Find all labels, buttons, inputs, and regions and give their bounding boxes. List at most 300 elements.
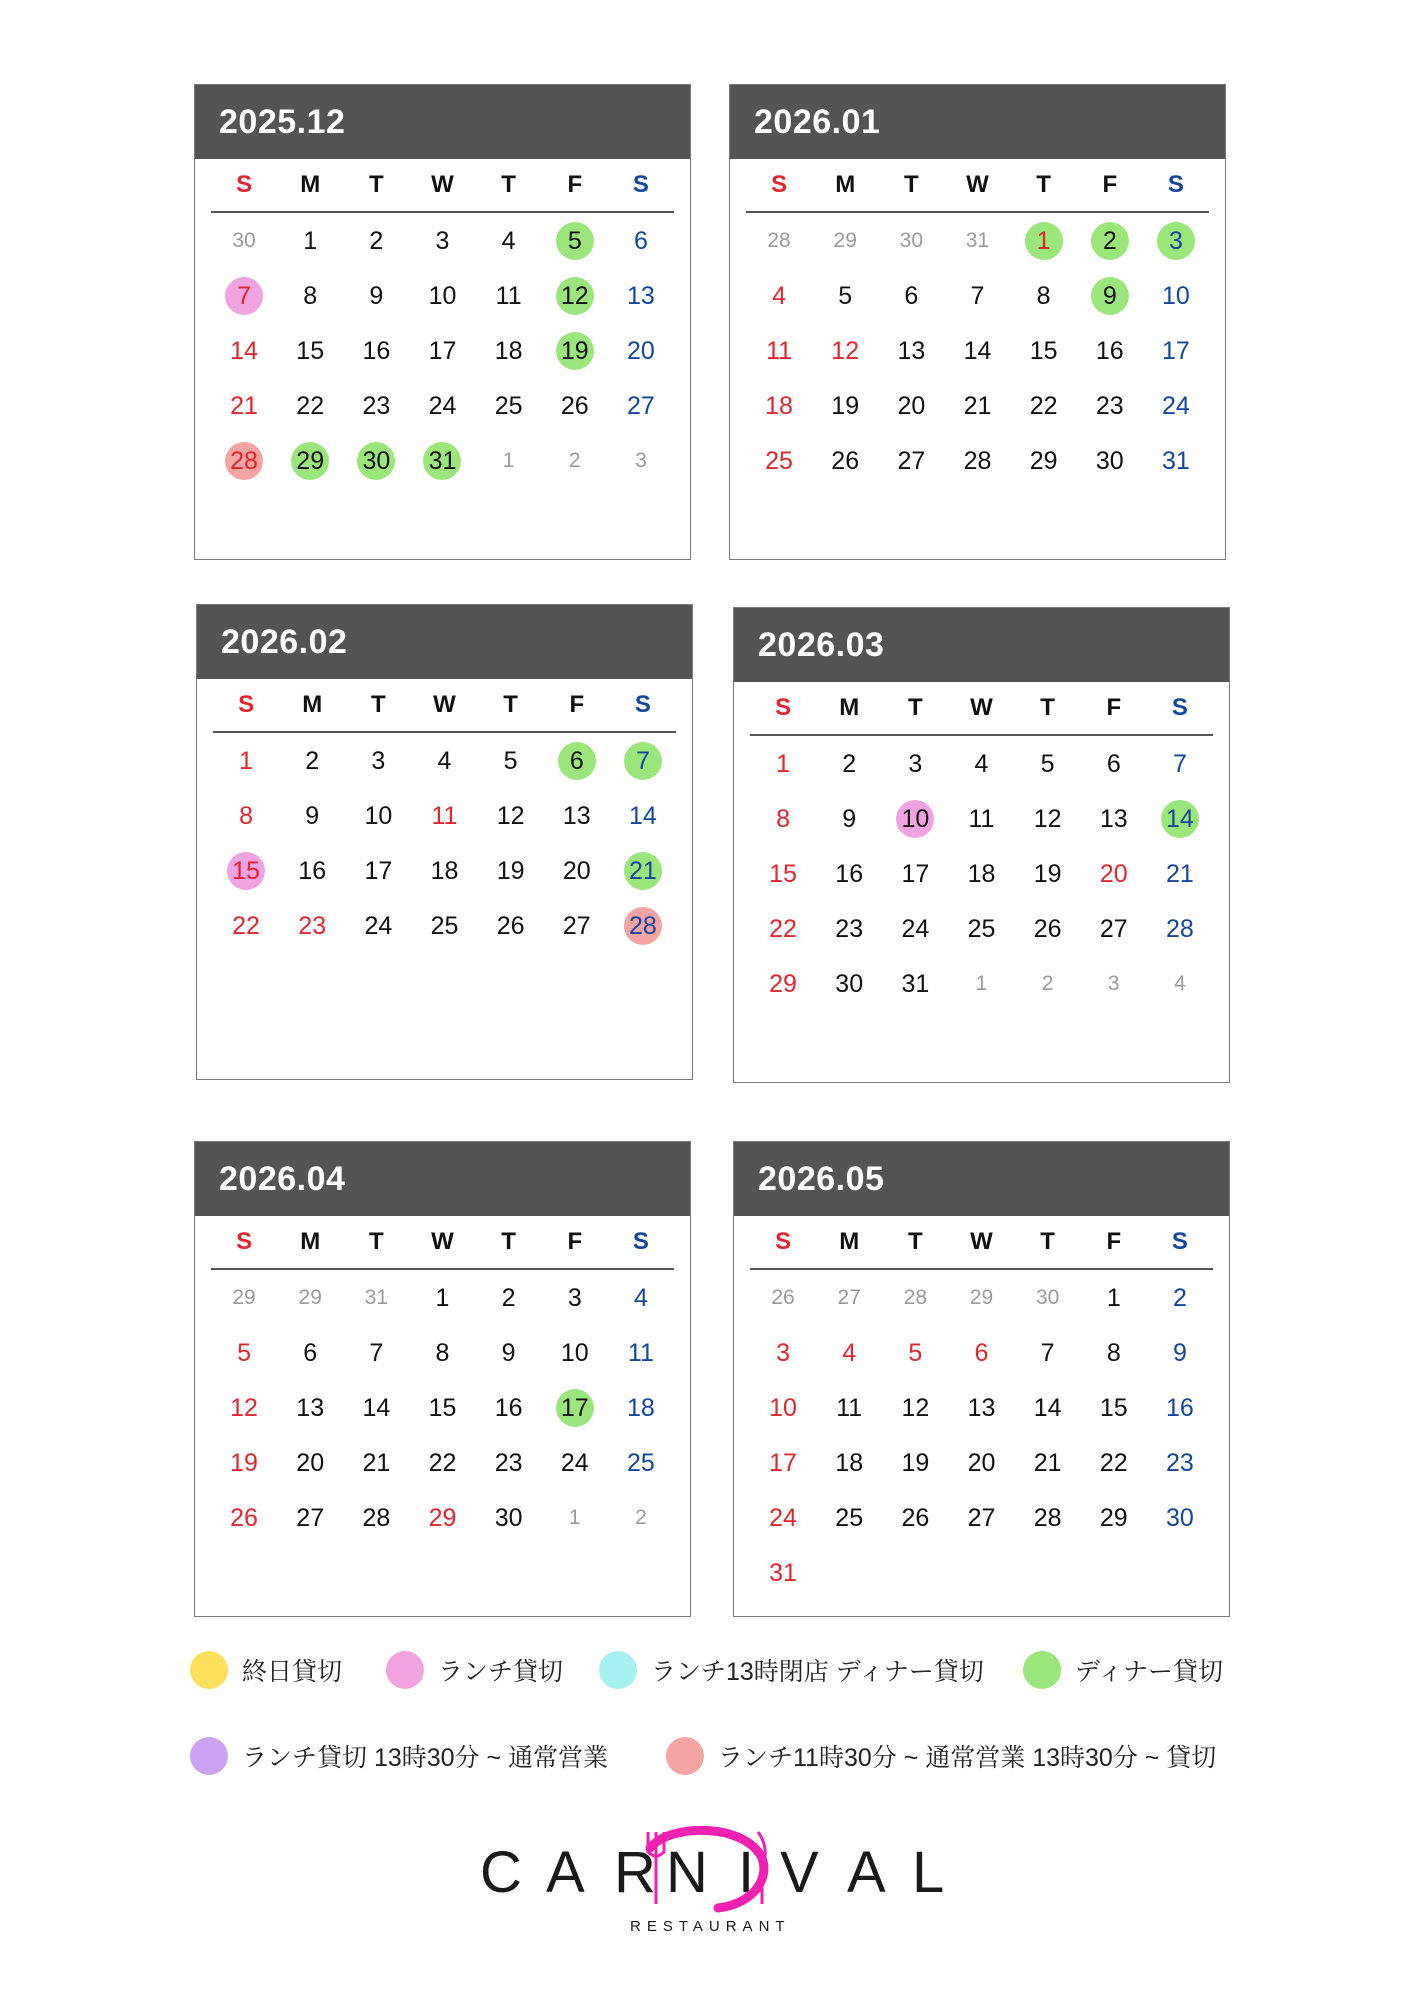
day-cell [1143,268,1209,323]
week-row [211,1270,674,1325]
day-cell [211,323,277,378]
day-number: 18 [494,336,523,365]
day-cell [816,736,882,791]
weekday-label: T [369,171,384,198]
day-number: 4 [633,1283,648,1312]
day-number: 1 [239,746,254,775]
day-cell [345,788,411,843]
marked-day-number: 28 [225,442,263,480]
day-number: 8 [435,1338,450,1367]
weekday-label: S [238,691,255,718]
day-cell [542,213,608,268]
day-cell [1081,1270,1147,1325]
week-row [211,323,674,378]
day-cell [812,323,878,378]
day-cell [211,1325,277,1380]
weekday-label: M [839,1228,860,1255]
day-cell [1011,378,1077,433]
marked-day-number: 1 [1025,222,1063,260]
marked-day-number: 15 [227,852,265,890]
day-cell [1015,1270,1081,1325]
day-number: 26 [1033,914,1062,943]
day-number: 30 [1035,1285,1060,1309]
day-number: 2 [842,749,857,778]
day-number: 12 [901,1393,930,1422]
day-cell [1147,846,1213,901]
marked-day-number: 30 [357,442,395,480]
day-cell [882,1380,948,1435]
day-cell [608,1490,674,1545]
weekday-label: W [970,694,993,721]
legend-item-lunch [386,1651,563,1689]
weekday-label: T [369,1228,384,1255]
calendar-2026-03 [733,607,1230,1083]
day-number: 4 [437,746,452,775]
day-cell [542,378,608,433]
marked-day-number: 28 [624,907,662,945]
legend-label: ランチ13時閉店 ディナー貸切 [651,1658,984,1686]
weekday-label: S [775,694,792,721]
day-cell [944,213,1010,268]
day-number: 26 [560,391,589,420]
day-cell [476,323,542,378]
legend-label: ランチ貸切 [438,1658,564,1686]
calendar-2026-01 [729,84,1226,560]
day-cell [882,1325,948,1380]
day-number: 1 [975,971,988,995]
day-cell [948,1490,1014,1545]
day-number: 23 [1166,1448,1194,1477]
marked-day-number: 21 [624,852,662,890]
day-number: 28 [1033,1503,1062,1532]
day-number: 20 [627,336,655,365]
day-cell [746,323,812,378]
day-number: 2 [635,1505,647,1529]
week-row [750,1435,1213,1490]
day-cell [1081,956,1147,1011]
day-cell [478,843,544,898]
day-number: 30 [835,969,864,998]
legend-label: ランチ貸切 13時30分 ~ 通常営業 [242,1744,609,1772]
weekday-label: W [431,1228,454,1255]
day-cell [1011,213,1077,268]
day-cell [608,1435,674,1490]
day-cell [948,736,1014,791]
weekday-label: T [503,691,518,718]
calendar-2026-02 [196,604,693,1080]
weekday-label: T [1040,1228,1055,1255]
day-cell [343,1325,409,1380]
marked-day-number: 3 [1157,222,1195,260]
weekday-header-row [750,1216,1213,1270]
day-cell [542,433,608,488]
day-number: 14 [629,801,657,830]
week-row [211,1380,674,1435]
day-number: 1 [776,749,791,778]
day-number: 25 [494,391,523,420]
week-row [211,268,674,323]
month-title: 2026.01 [730,85,1225,159]
day-number: 16 [835,859,864,888]
month-title: 2026.03 [734,608,1229,682]
day-cell [1015,846,1081,901]
day-cell [816,956,882,1011]
day-number: 20 [562,856,591,885]
day-cell [211,1270,277,1325]
day-number: 13 [897,336,926,365]
day-number: 2 [369,226,384,255]
svg-text:A: A [546,1840,585,1905]
day-number: 18 [765,391,793,420]
day-cell [750,1545,816,1600]
day-number: 27 [897,446,926,475]
day-number: 6 [904,281,919,310]
day-cell [608,323,674,378]
day-number: 23 [362,391,391,420]
day-number: 10 [364,801,393,830]
day-cell [1147,791,1213,846]
day-cell [211,1490,277,1545]
day-number: 16 [1166,1393,1194,1422]
day-cell [746,213,812,268]
day-cell [343,1380,409,1435]
day-number: 8 [776,804,791,833]
day-number: 14 [1033,1393,1062,1422]
day-cell [944,268,1010,323]
day-number: 13 [627,281,655,310]
day-number: 22 [1099,1448,1128,1477]
day-number: 9 [305,801,320,830]
day-cell [542,1435,608,1490]
week-row [750,736,1213,791]
svg-text:A: A [847,1840,886,1905]
day-cell [944,433,1010,488]
day-number: 11 [836,1393,863,1422]
day-cell [1081,1490,1147,1545]
day-number: 5 [838,281,853,310]
day-cell [478,898,544,953]
day-cell [1143,323,1209,378]
day-number: 11 [627,1338,654,1367]
weekday-label: S [236,171,253,198]
weekday-label: F [569,691,585,718]
day-cell [211,268,277,323]
week-row [750,1490,1213,1545]
day-cell [277,1380,343,1435]
weekday-label: T [1036,171,1051,198]
day-number: 3 [635,448,647,472]
week-row [750,956,1213,1011]
month-grid [211,159,674,488]
day-number: 3 [371,746,386,775]
day-cell [277,1435,343,1490]
day-number: 17 [364,856,393,885]
day-cell [542,1490,608,1545]
svg-text:I: I [738,1840,755,1905]
day-number: 29 [769,969,797,998]
day-cell [277,1490,343,1545]
week-row [750,846,1213,901]
weekday-label: W [970,1228,993,1255]
day-number: 25 [967,914,996,943]
day-number: 15 [1029,336,1058,365]
day-number: 29 [232,1285,256,1309]
week-row [750,1325,1213,1380]
weekday-label: W [431,171,454,198]
day-cell [345,843,411,898]
day-number: 25 [765,446,793,475]
marked-day-number: 9 [1091,277,1129,315]
day-number: 27 [562,911,591,940]
day-cell [948,1325,1014,1380]
weekday-label: F [1102,171,1118,198]
day-cell [343,323,409,378]
day-number: 4 [974,749,989,778]
day-number: 15 [296,336,325,365]
day-cell [948,901,1014,956]
day-number: 26 [496,911,525,940]
weekday-label: T [501,171,516,198]
weekday-label: M [300,1228,321,1255]
legend-item-special [666,1737,1216,1775]
week-row [211,213,674,268]
day-number: 16 [494,1393,523,1422]
marked-day-number: 10 [896,800,934,838]
day-cell [882,1270,948,1325]
day-cell [1011,268,1077,323]
day-number: 7 [369,1338,384,1367]
legend-label: ランチ11時30分 ~ 通常営業 13時30分 ~ 貸切 [718,1744,1217,1772]
day-cell [1147,1545,1213,1600]
day-number: 16 [362,336,391,365]
day-cell [211,213,277,268]
day-cell [610,843,676,898]
day-number: 12 [831,336,860,365]
day-cell [542,268,608,323]
day-cell [1143,378,1209,433]
marked-day-number: 17 [556,1389,594,1427]
day-cell [816,1435,882,1490]
month-grid [750,1216,1213,1600]
day-number: 11 [431,801,458,830]
weekday-header-row [213,679,676,733]
day-number: 27 [627,391,655,420]
day-cell [343,433,409,488]
day-number: 22 [769,914,797,943]
special-dot-icon [666,1737,704,1775]
day-cell [882,846,948,901]
day-number: 23 [1095,391,1124,420]
day-cell [277,323,343,378]
day-cell [944,323,1010,378]
weekday-label: S [1171,1228,1188,1255]
week-row [213,733,676,788]
day-number: 10 [769,1393,797,1422]
day-cell [476,213,542,268]
day-cell [608,433,674,488]
day-cell [750,1325,816,1380]
day-number: 21 [230,391,258,420]
marked-day-number: 29 [291,442,329,480]
day-cell [213,733,279,788]
day-number: 14 [362,1393,391,1422]
day-number: 20 [1099,859,1128,888]
day-cell [1143,433,1209,488]
day-cell [608,1325,674,1380]
day-cell [882,1490,948,1545]
day-cell [750,736,816,791]
day-number: 24 [428,391,457,420]
day-number: 29 [833,228,857,252]
day-number: 11 [495,281,522,310]
day-cell [816,846,882,901]
day-cell [750,1380,816,1435]
weekday-label: T [904,171,919,198]
day-cell [750,956,816,1011]
day-cell [542,1380,608,1435]
marked-day-number: 19 [556,332,594,370]
day-number: 26 [831,446,860,475]
day-cell [1081,1380,1147,1435]
day-cell [476,1380,542,1435]
day-number: 22 [428,1448,457,1477]
week-row [750,791,1213,846]
week-row [213,898,676,953]
day-number: 20 [296,1448,325,1477]
day-number: 25 [627,1448,655,1477]
day-number: 14 [230,336,258,365]
day-number: 27 [1099,914,1128,943]
day-cell [882,736,948,791]
day-number: 29 [969,1285,994,1309]
day-cell [409,433,475,488]
day-cell [279,788,345,843]
day-number: 4 [842,1338,857,1367]
day-number: 24 [364,911,393,940]
day-number: 23 [298,911,327,940]
day-cell [343,213,409,268]
day-cell [1081,736,1147,791]
day-number: 30 [494,1503,523,1532]
day-number: 27 [967,1503,996,1532]
day-cell [608,213,674,268]
day-number: 31 [769,1558,797,1587]
svg-text:V: V [780,1840,819,1905]
day-cell [544,733,610,788]
day-cell [610,898,676,953]
day-cell [542,1270,608,1325]
marked-day-number: 6 [558,742,596,780]
week-row [211,1435,674,1490]
day-cell [277,433,343,488]
day-cell [409,323,475,378]
week-row [746,213,1209,268]
day-cell [476,268,542,323]
day-cell [948,1545,1014,1600]
day-cell [1015,1325,1081,1380]
day-number: 2 [1041,971,1054,995]
carnival-restaurant-logo [480,1818,950,1938]
day-number: 7 [1172,749,1187,778]
weekday-label: S [632,1228,649,1255]
day-cell [608,1270,674,1325]
day-number: 28 [1166,914,1194,943]
day-number: 23 [835,914,864,943]
legend-item-lunch-partial [190,1737,608,1775]
day-number: 6 [1106,749,1121,778]
week-row [211,1325,674,1380]
day-cell [1015,736,1081,791]
legend-item-allday [190,1651,342,1689]
day-number: 31 [1162,446,1190,475]
weekday-header-row [750,682,1213,736]
day-number: 12 [1033,804,1062,833]
day-number: 30 [232,228,256,252]
svg-text:L: L [912,1840,945,1905]
day-number: 19 [496,856,525,885]
calendar-2025-12 [194,84,691,560]
marked-day-number: 7 [624,742,662,780]
day-number: 23 [494,1448,523,1477]
day-number: 9 [501,1338,516,1367]
allday-dot-icon [190,1651,228,1689]
day-cell [882,1545,948,1600]
day-number: 2 [501,1283,516,1312]
dinner-dot-icon [1023,1651,1061,1689]
weekday-label: T [908,1228,923,1255]
day-number: 3 [908,749,923,778]
day-cell [277,1270,343,1325]
day-number: 16 [1095,336,1124,365]
day-cell [1147,956,1213,1011]
day-cell [610,788,676,843]
marked-day-number: 12 [556,277,594,315]
day-cell [277,268,343,323]
month-title: 2025.12 [195,85,690,159]
day-number: 30 [1166,1503,1194,1532]
day-cell [750,1435,816,1490]
day-cell [944,378,1010,433]
day-number: 1 [435,1283,450,1312]
marked-day-number: 2 [1091,222,1129,260]
day-number: 17 [1162,336,1190,365]
day-number: 19 [230,1448,258,1477]
day-cell [409,1270,475,1325]
day-number: 2 [568,448,581,472]
day-number: 1 [568,1505,581,1529]
day-cell [882,956,948,1011]
day-number: 10 [428,281,457,310]
day-cell [476,1490,542,1545]
day-cell [476,1325,542,1380]
week-row [211,433,674,488]
day-cell [1143,213,1209,268]
weekday-label: M [302,691,323,718]
day-number: 13 [967,1393,996,1422]
day-cell [343,1435,409,1490]
day-number: 16 [298,856,327,885]
weekday-label: W [966,171,989,198]
marked-day-number: 5 [556,222,594,260]
day-number: 5 [908,1338,923,1367]
day-number: 5 [237,1338,252,1367]
day-cell [1015,956,1081,1011]
day-cell [878,433,944,488]
day-cell [948,791,1014,846]
day-number: 12 [230,1393,258,1422]
day-number: 25 [430,911,459,940]
day-cell [476,1435,542,1490]
